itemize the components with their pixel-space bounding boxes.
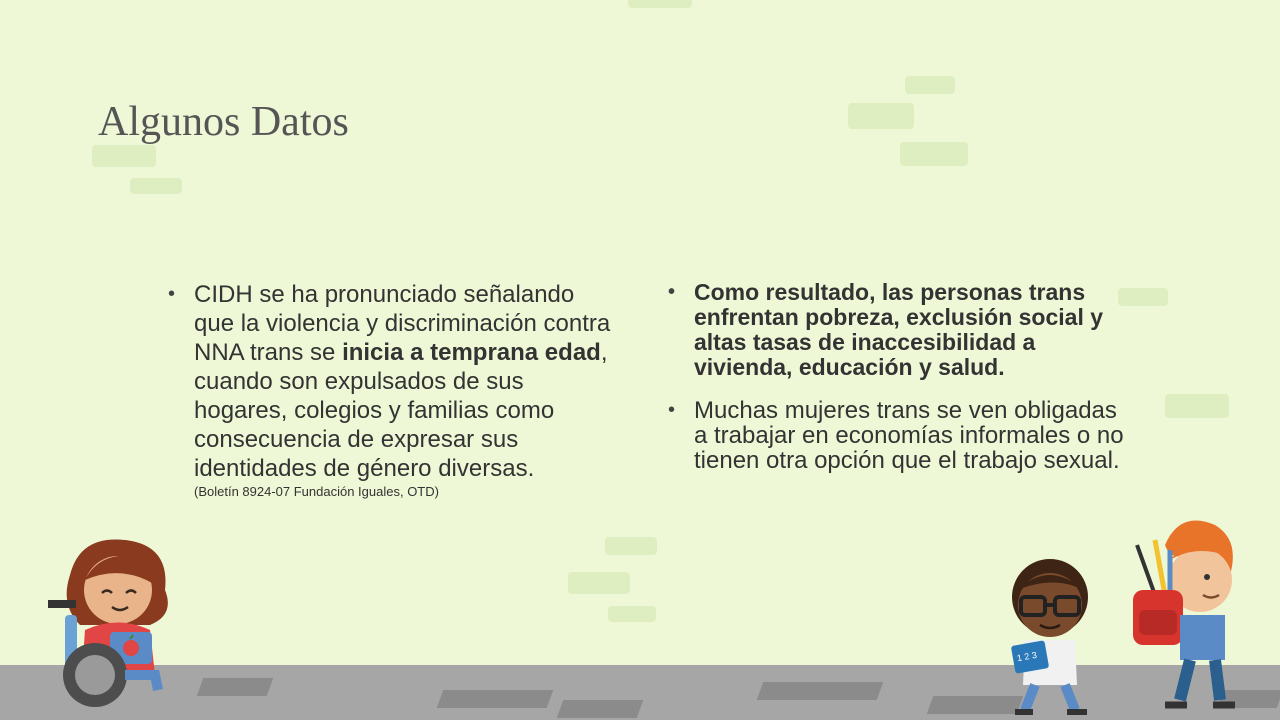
bullet-item-work — [668, 398, 1128, 473]
background-dash — [848, 103, 914, 129]
background-dash — [1165, 394, 1229, 418]
floor-tile — [197, 678, 274, 696]
background-dash — [608, 606, 656, 622]
bullet-item-result — [668, 280, 1128, 380]
item-text-work: Muchas mujeres trans se ven obligadas a trabajar en economías informales o no tienen otra opción que el trabajo sexual. — [694, 397, 1124, 474]
boy-glasses-book-illustration — [995, 555, 1105, 715]
girl-wheelchair-illustration — [40, 535, 200, 715]
right-column — [668, 280, 1128, 491]
background-dash — [628, 0, 692, 8]
bullet-icon: • — [168, 283, 176, 305]
slide-title: Algunos Datos — [98, 99, 349, 145]
item-text-result: Como resultado, las personas trans enfrentan pobreza, exclusión social y altas tasas de inaccesibilidad a vivienda, educación y salud. — [694, 279, 1104, 380]
floor-tile — [557, 700, 644, 718]
floor-tile — [437, 690, 554, 708]
background-dash — [92, 145, 156, 167]
item-text-bold: inicia a temprana edad — [342, 339, 601, 366]
background-dash — [568, 572, 630, 594]
floor-tile — [757, 682, 884, 700]
item-text-part2: , cuando son expulsados de sus hogares, colegios y familias como consecuencia de expresar sus identidades de género diversas. — [194, 339, 608, 482]
left-column — [168, 280, 618, 519]
svg-text:1 2 3: 1 2 3 — [1016, 649, 1038, 664]
boy-backpack-illustration — [1125, 515, 1245, 715]
bullet-item-violence — [168, 280, 618, 501]
background-dash — [900, 142, 968, 166]
source-citation: (Boletín 8924-07 Fundación Iguales, OTD) — [194, 484, 439, 499]
background-dash — [605, 537, 657, 555]
background-dash — [130, 178, 182, 194]
bullet-icon: • — [668, 399, 676, 421]
background-dash — [905, 76, 955, 94]
bullet-icon: • — [668, 281, 676, 303]
item-text-part1: CIDH se ha pronunciado señalando que la violencia y discriminación contra NNA trans se — [194, 281, 611, 366]
